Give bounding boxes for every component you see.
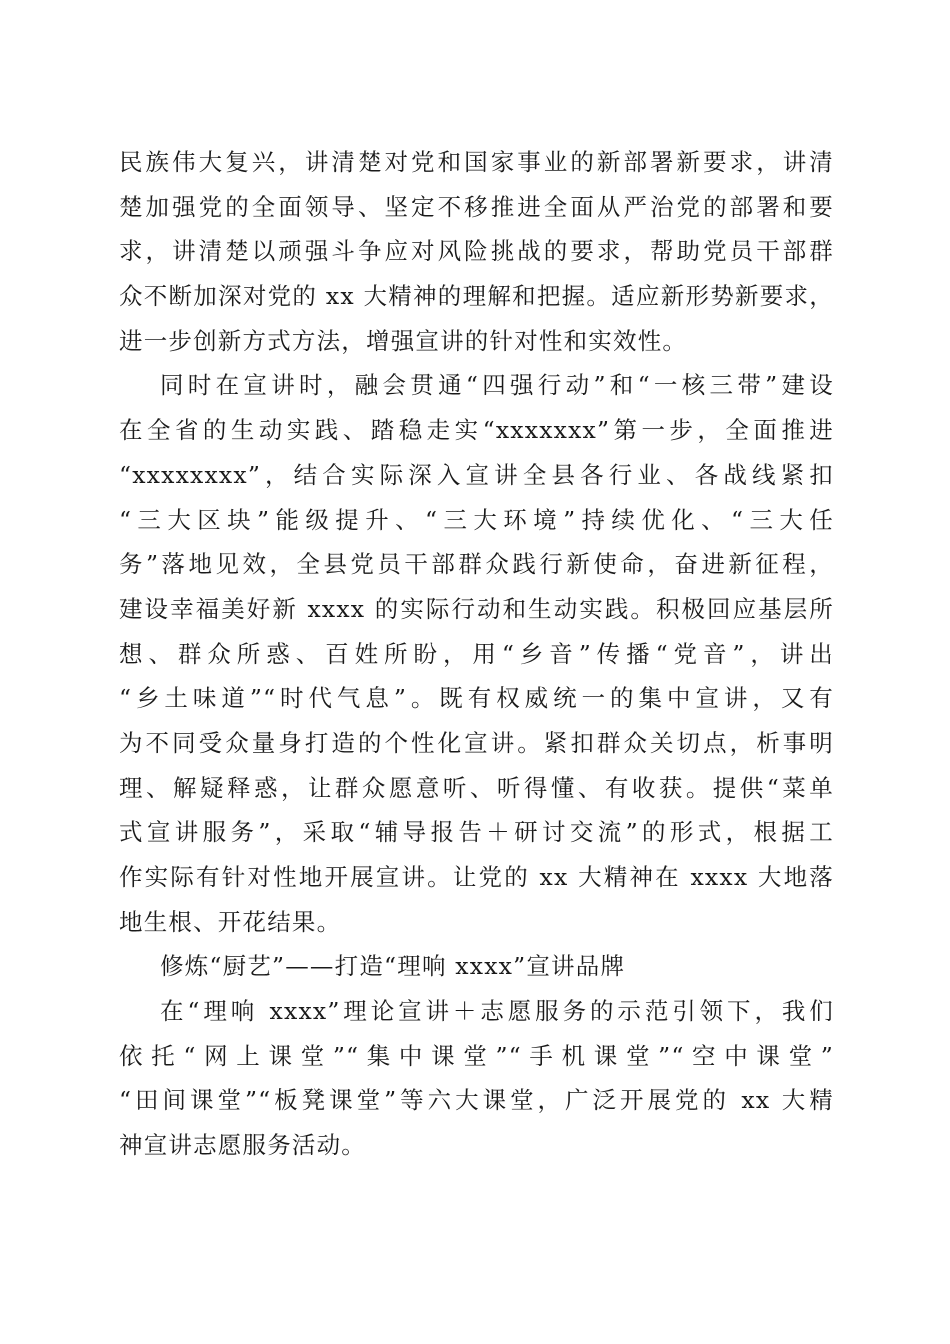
text-line: 民族伟大复兴，讲清楚对党和国家事业的新部署新要求，讲清 (119, 148, 834, 176)
text-line: 建设幸福美好新 xxxx 的实际行动和生动实践。积极回应基层所 (119, 594, 834, 623)
text-line: 想、群众所惑、百姓所盼，用“乡音”传播“党音”，讲出 (119, 639, 834, 668)
text-line: 为不同受众量身打造的个性化宣讲。紧扣群众关切点，析事明 (119, 728, 834, 757)
text-line: 楚加强党的全面领导、坚定不移推进全面从严治党的部署和要 (119, 192, 834, 221)
text-line: 同时在宣讲时，融会贯通“四强行动”和“一核三带”建设 (160, 371, 834, 400)
text-line: 进一步创新方式方法，增强宣讲的针对性和实效性。 (119, 326, 688, 355)
text-line: “三大区块”能级提升、“三大环境”持续优化、“三大任 (119, 505, 834, 534)
text-line: “田间课堂”“板凳课堂”等六大课堂，广泛开展党的 xx 大精 (119, 1086, 834, 1115)
paragraph-propaganda-practice (119, 363, 834, 944)
text-line: 神宣讲志愿服务活动。 (119, 1131, 366, 1160)
section-heading-text: 修炼“厨艺”——打造“理响 xxxx”宣讲品牌 (160, 952, 626, 981)
text-line: 求，讲清楚以顽强斗争应对风险挑战的要求，帮助党员干部群 (119, 237, 834, 266)
text-line: 作实际有针对性地开展宣讲。让党的 xx 大精神在 xxxx 大地落 (119, 863, 834, 891)
text-line: “xxxxxxxx”，结合实际深入宣讲全县各行业、各战线紧扣 (119, 460, 834, 489)
paragraph-continuation (119, 140, 834, 363)
text-line: 式宣讲服务”，采取“辅导报告＋研讨交流”的形式，根据工 (119, 818, 834, 847)
text-line: 在全省的生动实践、踏稳走实“xxxxxxx”第一步，全面推进 (119, 416, 834, 445)
paragraph-six-classrooms (119, 989, 834, 1168)
text-line: 地生根、开花结果。 (119, 907, 342, 936)
text-line: 众不断加深对党的 xx 大精神的理解和把握。适应新形势新要求， (119, 282, 834, 311)
text-line: 依托“网上课堂”“集中课堂”“手机课堂”“空中课堂” (119, 1041, 834, 1070)
text-line: “乡土味道”“时代气息”。既有权威统一的集中宣讲，又有 (119, 684, 834, 713)
text-line: 在“理响 xxxx”理论宣讲＋志愿服务的示范引领下，我们 (160, 997, 834, 1026)
text-line: 理、解疑释惑，让群众愿意听、听得懂、有收获。提供“菜单 (119, 773, 834, 802)
document-body (119, 140, 834, 1168)
text-line: 务”落地见效，全县党员干部群众践行新使命，奋进新征程， (119, 550, 834, 579)
section-heading (119, 944, 834, 989)
